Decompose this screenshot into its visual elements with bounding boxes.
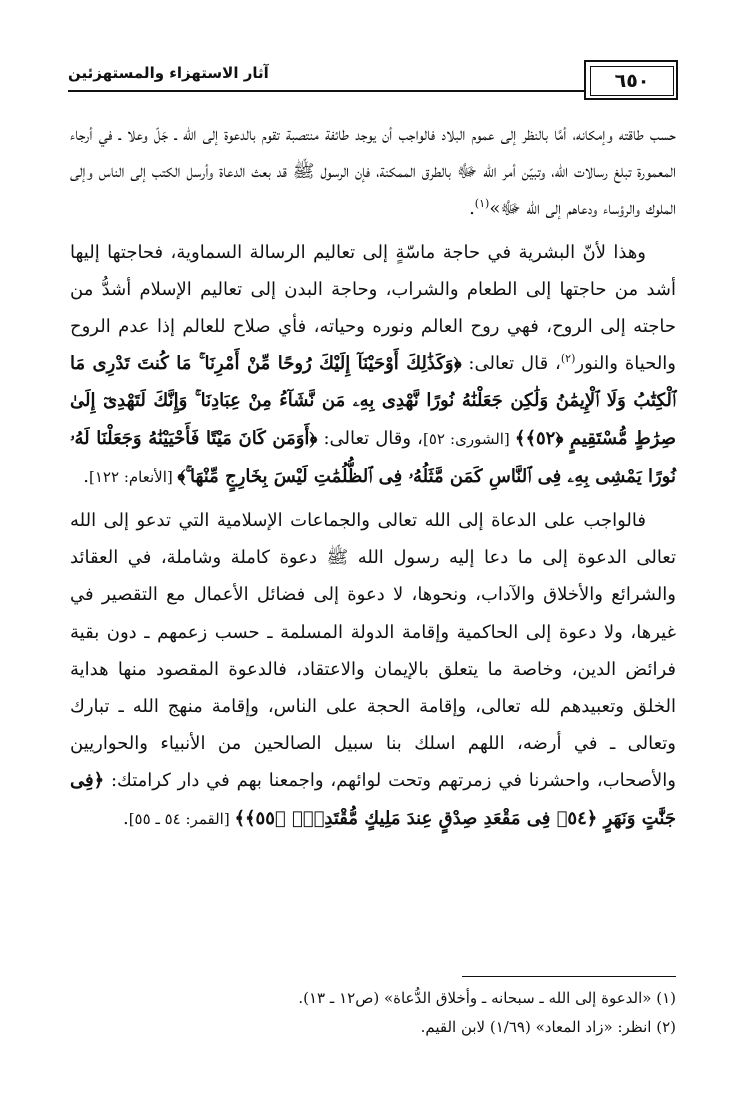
footnote-1: (١) «الدعوة إلى الله ـ سبحانه ـ وأخلاق الدُّعاة» (ص١٢ ـ ١٣).	[298, 989, 676, 1007]
verse-reference: [الشورى: ٥٢]	[422, 429, 515, 448]
paragraph-text: .	[469, 198, 475, 220]
paragraph-text: فالواجب على الدعاة إلى الله تعالى والجماعات الإسلامية التي تدعو إلى الله تعالى الدعوة إلى ما دعا إليه رسول الله ﷺ دعوة كاملة وشاملة، في العقائد والشرائع والأخلاق والآداب، ونحوها، لا دعوة إلى فضائل الأعمال مع التقصير في غيرها، ولا دعوة إلى الحاكمية وإقامة الدولة المسلمة ـ حسب زعمهم ـ دون بقية فرائض الدين، وخاصة ما يتعلق بالإيمان والاعتقاد، فالدعوة المقصود منها هداية الخلق وتعبيدهم لله تعالى، وإقامة الحجة على الناس، وإقامة منهج الله ـ تبارك وتعالى ـ في أرضه، اللهم اسلك بنا سبيل الصالحين من الأنبياء والحواريين والأصحاب، واحشرنا في زمرتهم وتحت لوائهم، واجمعنا بهم في دار كرامتك:	[70, 510, 676, 792]
page-header	[68, 60, 678, 98]
footnote-marker: (١)	[474, 197, 490, 211]
running-title: آثار الاستهزاء والمستهزئين	[68, 64, 269, 82]
page-number-frame	[584, 60, 678, 98]
quran-verse: ﴿فِى جَنَّٰتٍ وَنَهَرٍ ﴿٥٤﴾ فِى مَقْعَدِ صِدْقٍ عِندَ مَلِيكٍ مُّقْتَدِرٍۭ ﴿٥٥﴾﴾	[70, 770, 676, 829]
footnotes	[70, 984, 676, 1042]
paragraph-text: .	[83, 465, 90, 487]
quran-verse: ﴿وَكَذَٰلِكَ أَوْحَيْنَآ إِلَيْكَ رُوحًا مِّنْ أَمْرِنَا ۚ مَا كُنتَ تَدْرِى مَا ٱلْكِتَٰبُ وَلَا ٱلْإِيمَٰنُ وَلَٰكِن جَعَلْنَٰهُ نُورًا نَّهْدِى بِهِۦ مَن نَّشَآءُ مِنْ عِبَادِنَا ۚ وَإِنَّكَ لَتَهْدِىٓ إِلَىٰ صِرَٰطٍ مُّسْتَقِيمٍ ﴿٥٢﴾﴾	[70, 353, 676, 449]
footnote-2: (٢) انظر: «زاد المعاد» (١/٦٩) لابن القيم.	[420, 1018, 676, 1036]
footnote-marker: (٢)	[560, 352, 576, 366]
paragraph-1	[70, 116, 676, 228]
verse-reference: [الأنعام: ١٢٢]	[89, 467, 178, 486]
verse-reference: [القمر: ٥٤ ـ ٥٥]	[128, 809, 235, 828]
page-number: ٦٥٠	[590, 66, 674, 96]
paragraph-3	[70, 502, 676, 838]
paragraph-text: .	[122, 807, 129, 829]
footnote-separator	[462, 976, 676, 977]
quran-verse: ﴿أَوَمَن كَانَ مَيْتًا فَأَحْيَيْنَٰهُ وَجَعَلْنَا لَهُۥ نُورًا يَمْشِى بِهِۦ فِى ٱلنَّاسِ كَمَن مَّثَلُهُۥ فِى ٱلظُّلُمَٰتِ لَيْسَ بِخَارِجٍ مِّنْهَا ۚ﴾	[70, 427, 676, 487]
paragraph-text: وهذا لأنّ البشرية في حاجة ماسّةٍ إلى تعاليم الرسالة السماوية، فحاجتها إليها أشد من حاجتها إلى الطعام والشراب، وحاجة البدن إلى تعاليم الإسلام أشدُّ من حاجته إلى الروح، فهي روح العالم ونوره وحياته، فأي صلاح للعالم إذا عدم الروح والحياة والنور	[70, 241, 677, 375]
paragraph-text: ، قال تعالى:	[461, 353, 561, 375]
page-number-outer-border	[584, 60, 678, 100]
paragraph-2	[70, 234, 676, 496]
paragraph-text: ، وقال تعالى:	[317, 427, 423, 449]
paragraph-text: حسب طاقته وإمكانه، أمَّا بالنظر إلى عموم البلاد فالواجب أن يوجد طائفة منتصبة تقوم بالدعوة إلى الله ـ جَلّ وعلا ـ في أرجاء المعمورة تبلغ رسالات الله، وتبيّن أمر الله ﷻ بالطرق الممكنة، فإن الرسول ﷺ قد بعث الدعاة وأرسل الكتب إلى الناس وإلى الملوك والرؤساء ودعاهم إلى الله ﷻ»	[70, 124, 676, 220]
body-text	[70, 116, 676, 838]
